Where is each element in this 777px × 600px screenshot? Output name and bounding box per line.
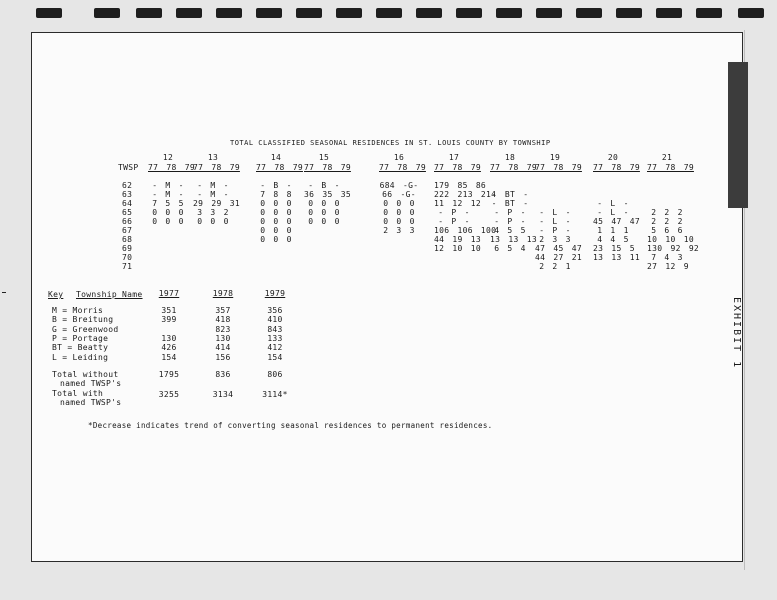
key-value: 154: [161, 352, 177, 362]
exhibit-label: EXHIBIT 1: [731, 297, 742, 370]
twsp-row-label: 64: [122, 199, 133, 208]
table-cell: 27 12 9: [647, 262, 689, 271]
key-value: 412: [267, 343, 283, 353]
total-with-label-2: named TWSP's: [60, 398, 122, 407]
table-cell: 7 4 3: [651, 253, 683, 262]
table-cell: 0 0 0: [308, 199, 340, 208]
table-cell: 11 12 12: [434, 199, 481, 208]
key-value: 414: [215, 343, 231, 353]
table-cell: 36 35 35: [304, 190, 351, 199]
perforation-mark: [376, 8, 402, 18]
table-cell: 7 8 8: [260, 190, 292, 199]
year-header: 77 78 79: [490, 163, 537, 172]
key-code: L = Leiding: [52, 352, 109, 362]
table-cell: 10 10 10: [647, 235, 694, 244]
twsp-row-label: 71: [122, 262, 133, 271]
table-cell: 47 45 47: [535, 244, 582, 253]
table-cell: 0 0 0: [260, 217, 292, 226]
key-value: 133: [267, 333, 283, 343]
year-header: 77 78 79: [593, 163, 640, 172]
table-cell: 12 10 10: [434, 244, 481, 253]
perforation-mark: [536, 8, 562, 18]
township-number: 19: [549, 153, 561, 162]
key-value: 356: [267, 306, 283, 315]
perforation-mark: [136, 8, 162, 18]
township-number: 15: [318, 153, 330, 162]
twsp-row-label: 63: [122, 190, 133, 199]
footnote: *Decrease indicates trend of converting seasonal residences to permanent residences.: [88, 421, 493, 430]
table-cell: 0 0 0: [197, 217, 229, 226]
table-cell: 0 0 0: [383, 199, 415, 208]
table-cell: 0 0 0: [260, 208, 292, 217]
year-header: 77 78 79: [647, 163, 694, 172]
table-cell: 2 3 3: [539, 235, 571, 244]
total-without-1979: 806: [267, 370, 283, 379]
table-cell: 7 5 5: [152, 199, 184, 208]
table-cell: 2 2 2: [651, 217, 683, 226]
key-value: 357: [215, 306, 231, 315]
table-cell: - L -: [539, 208, 571, 217]
table-cell: 0 0 0: [260, 235, 292, 244]
table-cell: 5 6 6: [651, 226, 683, 235]
table-cell: 45 47 47: [593, 217, 640, 226]
table-cell: 23 15 5: [593, 244, 635, 253]
table-cell: 4 5 5: [494, 226, 526, 235]
perforation-mark: [656, 8, 682, 18]
table-cell: 0 0 0: [152, 208, 184, 217]
table-cell: 0 0 0: [383, 208, 415, 217]
table-cell: 2 3 3: [383, 226, 415, 235]
key-year-1977: 1977: [158, 289, 180, 298]
table-cell: - M -: [152, 181, 184, 190]
table-cell: - B -: [260, 181, 292, 190]
key-code: M = Morris: [52, 306, 104, 315]
table-cell: - M -: [197, 190, 229, 199]
key-year-1978: 1978: [212, 289, 234, 298]
twsp-row-label: 65: [122, 208, 133, 217]
key-code: BT = Beatty: [52, 343, 109, 353]
table-cell: - L -: [597, 208, 629, 217]
table-cell: - M -: [197, 181, 229, 190]
perforation-mark: [496, 8, 522, 18]
table-cell: 44 19 13: [434, 235, 481, 244]
key-value: 351: [161, 306, 177, 315]
table-cell: - M -: [152, 190, 184, 199]
twsp-row-label: 62: [122, 181, 133, 190]
table-cell: - P -: [494, 208, 526, 217]
township-number: 21: [661, 153, 673, 162]
township-number: 16: [393, 153, 405, 162]
table-cell: - L -: [539, 217, 571, 226]
year-header: 77 78 79: [379, 163, 426, 172]
key-header: Key: [48, 290, 64, 299]
table-cell: 684 -G-: [379, 181, 419, 190]
perforation-mark: [176, 8, 202, 18]
perforation-mark: [616, 8, 642, 18]
table-cell: 13 13 11: [593, 253, 640, 262]
perforation-mark: [94, 8, 120, 18]
table-cell: 179 85 86: [434, 181, 487, 190]
table-cell: 66 -G-: [382, 190, 416, 199]
table-cell: - P -: [494, 217, 526, 226]
key-value: 130: [161, 333, 177, 343]
perforation-mark: [296, 8, 322, 18]
perforation-mark: [696, 8, 722, 18]
key-value: 823: [215, 324, 231, 334]
township-number: 13: [207, 153, 219, 162]
township-number: 20: [607, 153, 619, 162]
twsp-row-label: 70: [122, 253, 133, 262]
perforation-mark: [256, 8, 282, 18]
table-cell: 106 106 100: [434, 226, 497, 235]
twsp-row-label: 66: [122, 217, 133, 226]
table-cell: 0 0 0: [152, 217, 184, 226]
township-number: 12: [162, 153, 174, 162]
total-without-label: Total without: [52, 370, 119, 379]
key-code: P = Portage: [52, 333, 109, 343]
year-header: 77 78 79: [434, 163, 481, 172]
table-cell: 0 0 0: [260, 199, 292, 208]
table-cell: - L -: [597, 199, 629, 208]
twsp-row-label: 68: [122, 235, 133, 244]
year-header: 77 78 79: [304, 163, 351, 172]
key-value: 410: [267, 315, 283, 325]
key-value: 843: [267, 324, 283, 334]
table-cell: 0 0 0: [260, 226, 292, 235]
table-cell: 3 3 2: [197, 208, 229, 217]
total-without-1977: 1795: [158, 370, 180, 379]
perforation-mark: [456, 8, 482, 18]
total-without-label-2: named TWSP's: [60, 379, 122, 388]
total-with-label: Total with: [52, 389, 104, 398]
table-cell: - P -: [438, 208, 470, 217]
year-header: 77 78 79: [148, 163, 195, 172]
year-header: 77 78 79: [256, 163, 303, 172]
binder-tab: [728, 62, 748, 208]
key-value: 130: [215, 333, 231, 343]
year-header: 77 78 79: [193, 163, 240, 172]
table-cell: - P -: [539, 226, 571, 235]
perforation-mark: [576, 8, 602, 18]
table-cell: 44 27 21: [535, 253, 582, 262]
key-value: 426: [161, 343, 177, 353]
table-cell: 4 4 5: [597, 235, 629, 244]
perforation-mark: [738, 8, 764, 18]
total-with-1979: 3114*: [262, 390, 288, 399]
twsp-row-label: 69: [122, 244, 133, 253]
key-value: 399: [161, 315, 177, 325]
total-with-1978: 3134: [212, 390, 234, 399]
key-value: 418: [215, 315, 231, 325]
total-with-1977: 3255: [158, 390, 180, 399]
table-cell: 222 213 214: [434, 190, 497, 199]
perforation-mark: [36, 8, 62, 18]
page-edge: [744, 30, 777, 570]
table-cell: 0 0 0: [308, 217, 340, 226]
year-header: 77 78 79: [535, 163, 582, 172]
table-cell: 29 29 31: [193, 199, 240, 208]
document-page: [31, 32, 743, 562]
table-cell: 1 1 1: [597, 226, 629, 235]
table-cell: 0 0 0: [308, 208, 340, 217]
margin-tick: [2, 292, 6, 293]
table-cell: 2 2 2: [651, 208, 683, 217]
key-value: 156: [215, 352, 231, 362]
twsp-header: TWSP: [118, 163, 139, 172]
table-cell: - B -: [308, 181, 340, 190]
table-cell: 0 0 0: [383, 217, 415, 226]
key-code: B = Breitung: [52, 315, 114, 325]
township-number: 14: [270, 153, 282, 162]
perforation-mark: [216, 8, 242, 18]
total-without-1978: 836: [215, 370, 231, 379]
table-cell: 130 92 92: [647, 244, 700, 253]
perforation-mark: [336, 8, 362, 18]
table-cell: - BT -: [491, 190, 529, 199]
township-number: 18: [504, 153, 516, 162]
table-cell: - P -: [438, 217, 470, 226]
table-cell: 6 5 4: [494, 244, 526, 253]
table-cell: - BT -: [491, 199, 529, 208]
table-cell: 2 2 1: [539, 262, 571, 271]
township-number: 17: [448, 153, 460, 162]
table-title: TOTAL CLASSIFIED SEASONAL RESIDENCES IN ST. LOUIS COUNTY BY TOWNSHIP: [230, 139, 551, 147]
table-cell: 13 13 13: [490, 235, 537, 244]
twsp-row-label: 67: [122, 226, 133, 235]
key-code: G = Greenwood: [52, 324, 119, 334]
perforation-mark: [416, 8, 442, 18]
key-value: 154: [267, 352, 283, 362]
key-name-header: Township Name: [76, 290, 143, 299]
key-year-1979: 1979: [264, 289, 286, 298]
